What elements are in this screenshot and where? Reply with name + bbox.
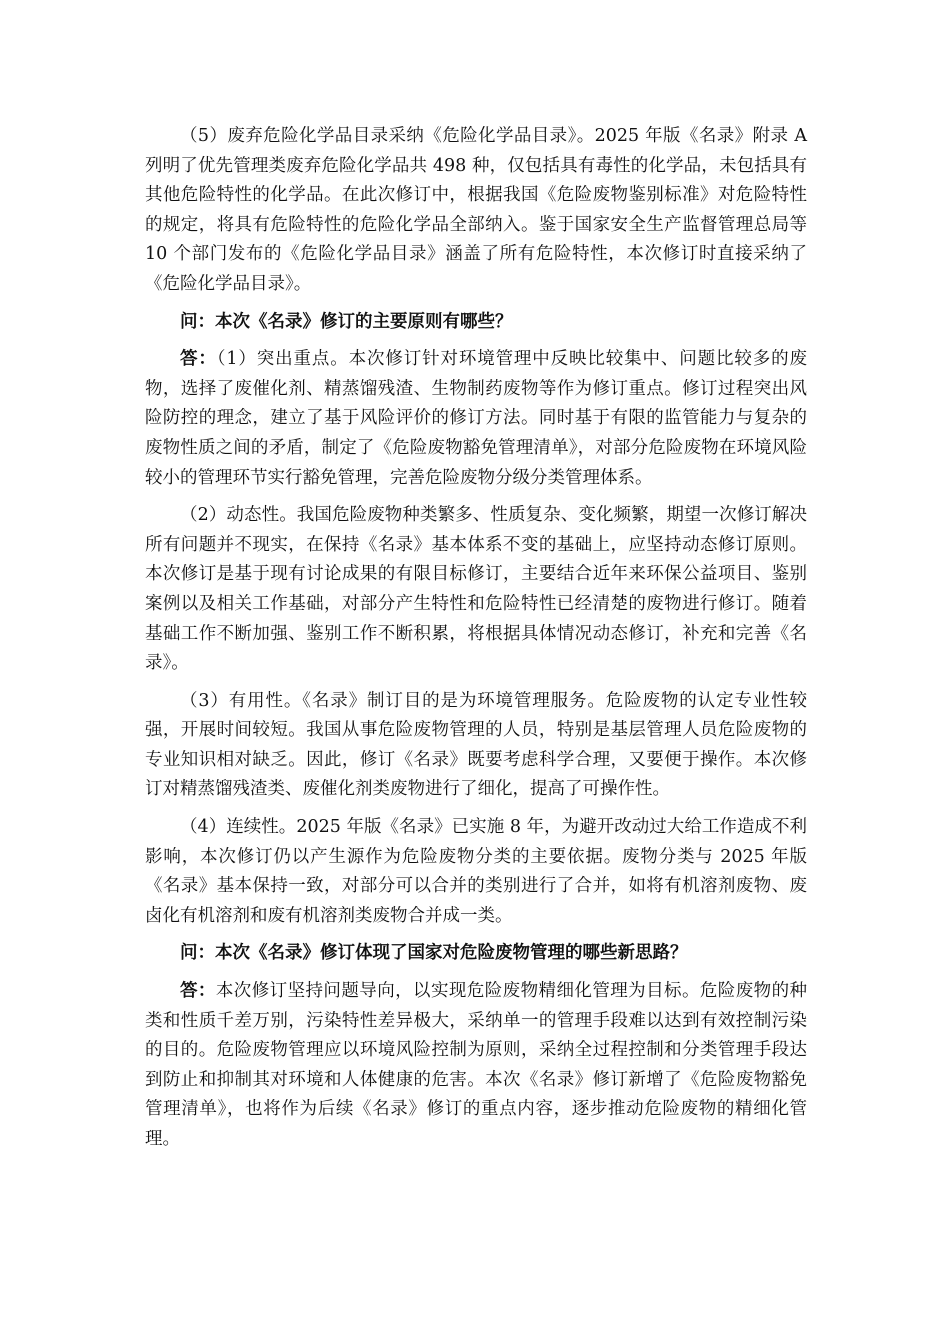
answer-principles-intro: [145, 345, 807, 493]
document-page: [145, 122, 807, 1155]
principle-dynamic: （2）动态性。我国危险废物种类繁多、性质复杂、变化频繁，期望一次修订解决所有问题并不现实，在保持《名录》基本体系不变的基础上，应坚持动态修订原则。本次修订是基于现有讨论成果的有限目标修订，主要结合近年来环保公益项目、鉴别案例以及相关工作基础，对部分产生特性和危险特性已经清楚的废物进行修订。随着基础工作不断加强、鉴别工作不断积累，将根据具体情况动态修订，补充和完善《名录》。: [145, 505, 807, 674]
paragraph-waste-chemicals: （5）废弃危险化学品目录采纳《危险化学品目录》。2025 年版《名录》附录 A 列明了优先管理类废弃危险化学品共 498 种，仅包括具有毒性的化学品，未包括具有其他危险特性的化学品。在此次修订中，根据我国《危险废物鉴别标准》对危险特性的规定，将具有危险特性的危险化学品全部纳入。鉴于国家安全生产监督管理总局等 10 个部门发布的《危险化学品目录》涵盖了所有危险特性，本次修订时直接采纳了《危险化学品目录》。: [145, 126, 808, 294]
answer-new-thinking: [145, 977, 807, 1155]
answer-new-thinking-text: 本次修订坚持问题导向，以实现危险废物精细化管理为目标。危险废物的种类和性质千差万别，污染特性差异极大，采纳单一的管理手段难以达到有效控制污染的目的。危险废物管理应以环境风险控制为原则，采纳全过程控制和分类管理手段达到防止和抑制其对环境和人体健康的危害。本次《名录》修订新增了《危险废物豁免管理清单》，也将作为后续《名录》修订的重点内容，逐步推动危险废物的精细化管理。: [145, 981, 808, 1149]
principle-continuity: （4）连续性。2025 年版《名录》已实施 8 年，为避开改动过大给工作造成不利影响，本次修订仍以产生源作为危险废物分类的主要依据。废物分类与 2025 年版《名录》基本保持一致，对部分可以合并的类别进行了合并，如将有机溶剂废物、废卤化有机溶剂和废有机溶剂类废物合并成一类。: [145, 817, 807, 926]
answer-label: 答：: [180, 349, 217, 370]
principle-usefulness: （3）有用性。《名录》制订目的是为环境管理服务。危险废物的认定专业性较强，开展时间较短。我国从事危险废物管理的人员，特别是基层管理人员危险废物的专业知识相对缺乏。因此，修订《名录》既要考虑科学合理，又要便于操作。本次修订对精蒸馏残渣类、废催化剂类废物进行了细化，提高了可操作性。: [145, 690, 807, 800]
answer-principles-text: （1）突出重点。本次修订针对环境管理中反映比较集中、问题比较多的废物，选择了废催化剂、精蒸馏残渣、生物制药废物等作为修订重点。修订过程突出风险防控的理念，建立了基于风险评价的修订方法。同时基于有限的监管能力与复杂的废物性质之间的矛盾，制定了《危险废物豁免管理清单》，对部分危险废物在环境风险较小的管理环节实行豁免管理，完善危险废物分级分类管理体系。: [145, 349, 807, 488]
question-new-thinking: 问：本次《名录》修订体现了国家对危险废物管理的哪些新思路？: [180, 943, 688, 964]
answer-label: 答：: [180, 981, 216, 1002]
question-principles: 问：本次《名录》修订的主要原则有哪些？: [180, 311, 513, 332]
